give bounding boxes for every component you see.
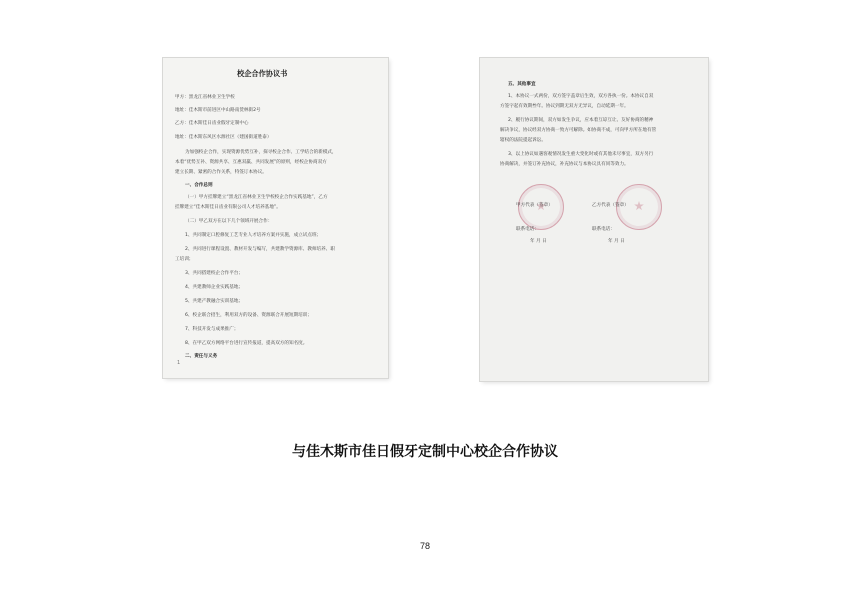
figure-caption: 与佳木斯市佳日假牙定制中心校企合作协议 xyxy=(292,444,558,460)
item-3-line: 3、共同搭建校企合作平台； xyxy=(185,271,244,276)
party-b-line: 乙方：佳木斯佳日齿业假牙定制中心 xyxy=(175,121,249,126)
page-number: 78 xyxy=(419,541,430,551)
clause-1-line-1: （一）甲方挂牌建立“黑龙江省林业卫生学校校企合作实践基地”，乙方 xyxy=(185,195,328,200)
other-clause-2-line-2: 解决争议，协议经双方协商一致方可解除。如协商不成，可向甲方所在地有管 xyxy=(500,128,657,133)
other-clause-1-line-1: 1、本协议一式两份，双方签字盖章后生效，双方各执一份。本协议自双 xyxy=(508,94,654,99)
page-corner-mark: 1 xyxy=(177,360,181,366)
agreement-title: 校企合作协议书 xyxy=(237,69,288,78)
party-a-contact: 联系电话： xyxy=(516,227,539,232)
party-a-address-line: 地址：佳木斯市前进区中山路南货林街2号 xyxy=(175,108,261,113)
section-heading-general: 一、合作总则 xyxy=(185,183,213,188)
clause-1-line-2: 挂牌建立“佳木斯佳日齿业有限公司人才培养基地”。 xyxy=(175,205,281,210)
item-4-line: 4、共建教师企业实践基地； xyxy=(185,285,244,290)
section-heading-duties: 二、责任与义务 xyxy=(185,354,218,359)
intro-line-3: 建立长期、紧密的合作关系，特签订本协议。 xyxy=(175,170,267,175)
party-a-date: 年 月 日 xyxy=(530,239,547,244)
party-b-contact: 联系电话： xyxy=(592,227,615,232)
other-clause-2-line-3: 辖权的法院提起诉讼。 xyxy=(500,138,546,143)
intro-line-1: 为加强校企合作，实现资源优势互补，探寻校企合作、工学结合的新模式， xyxy=(185,150,337,155)
clause-2-line: （二）甲乙双方在以下几个领域开展合作： xyxy=(185,219,273,224)
section-heading-other: 五、其他事宜 xyxy=(508,82,536,87)
other-clause-2-line-1: 2、履行协议期间，双方如发生争议，应本着互谅互让、友好协商的精神 xyxy=(508,118,654,123)
other-clause-3-line-2: 协商解决，并签订补充协议，补充协议与本协议具有同等效力。 xyxy=(500,162,629,167)
other-clause-1-line-2: 方签字起有效期叁年。协议到期无双方无异议，自动延期一年。 xyxy=(500,104,629,109)
party-b-date: 年 月 日 xyxy=(608,239,625,244)
other-clause-3-line-1: 3、以上协议如遇客观情况发生重大变化时或有其他未尽事宜，双方另行 xyxy=(508,152,654,157)
item-1-line: 1、共同制定口腔修复工艺专业人才培养方案并实施，成立试点班； xyxy=(185,233,322,238)
agreement-photo-page-1 xyxy=(163,58,388,378)
item-6-line: 6、校企联合招生，利用双方的设备、资源联合开展短期培训； xyxy=(185,313,312,318)
item-8-line: 8、在甲乙双方网络平台进行宣传报道，提高双方的知名度。 xyxy=(185,341,308,346)
party-a-representative: 甲方代表（签章） xyxy=(516,203,553,208)
party-b-address-line: 地址：佳木斯东风区水源社区（建国街道胜泰） xyxy=(175,135,272,140)
item-7-line: 7、科技开发与成果推广； xyxy=(185,327,239,332)
item-2-line-2: 工培训； xyxy=(175,257,194,262)
party-a-line: 甲方：黑龙江省林业卫生学校 xyxy=(175,95,235,100)
item-2-line-1: 2、共同进行课程设置、教材开发与编写，共建教学资源库、教师培养、职 xyxy=(185,247,335,252)
agreement-photo-page-2 xyxy=(480,58,708,381)
intro-line-2: 本着“优势互补、资源共享、互惠双赢、共同发展”的原则，经校企协商双方 xyxy=(175,160,327,165)
party-b-representative: 乙方代表（签章） xyxy=(592,203,629,208)
item-5-line: 5、共建产教融合实训基地； xyxy=(185,299,244,304)
